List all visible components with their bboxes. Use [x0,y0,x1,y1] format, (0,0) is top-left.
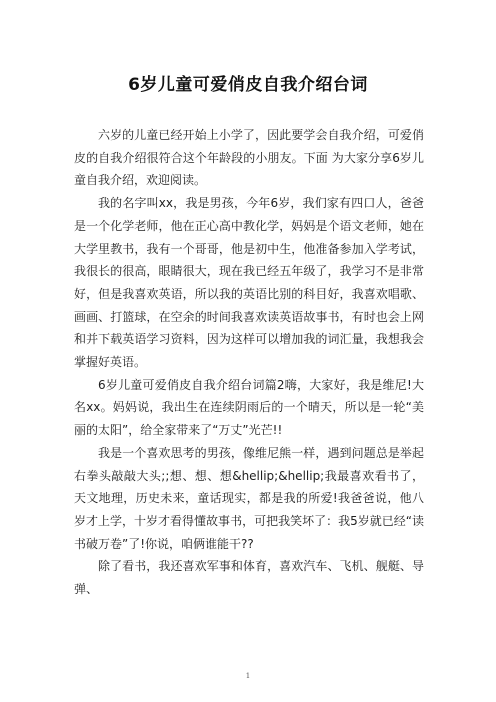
intro-paragraph: 六岁的儿童已经开始上小学了，因此要学会自我介绍，可爱俏皮的自我介绍很符合这个年龄段的小朋友。下面 为大家分享6岁儿童自我介绍，欢迎阅读。 [74,128,424,188]
body-paragraph: 我的名字叫xx，我是男孩，今年6岁，我们家有四口人，爸爸是一个化学老师，他在正心高中教化学，妈妈是个语文老师，她在大学里教书，我有一个哥哥，他是初中生，他准备参加入学考试，我很长的很高，眼睛很大，现在我已经五年级了，我学习不是非常好，但是我喜欢英语，所以我的英语比别的科目好，我喜欢唱歌、画画、打篮球，在空余的时间我喜欢读英语故事书，有时也会上网和并下载英语学习资料，因为这样可以增加我的词汇量，我想我会掌握好英语。 [74,196,424,370]
body-paragraph: 我是一个喜欢思考的男孩，像维尼熊一样，遇到问题总是举起右拳头敲敲大头;;想、想、想&hellip;&hellip;我最喜欢看书了，天文地理，历史未来，童话现实，都是我的所爱!我爸爸说，他八岁才上学，十岁才看得懂故事书，可把我笑坏了：我5岁就已经“读书破万卷”了!你说，咱俩谁能干?? [74,445,424,551]
body-paragraph: 6岁儿童可爱俏皮自我介绍台词篇2嗨，大家好，我是维尼!大名xx。妈妈说，我出生在连续阴雨后的一个晴天，所以是一轮“美丽的太阳”，给全家带来了“万丈”光芒!! [74,377,424,438]
body-paragraph: 除了看书，我还喜欢军事和体育，喜欢汽车、飞机、舰艇、导弹、 [74,559,424,597]
document-body [74,124,424,601]
page-number: 1 [245,672,251,680]
document-title: 6岁儿童可爱俏皮自我介绍台词 [128,75,368,95]
